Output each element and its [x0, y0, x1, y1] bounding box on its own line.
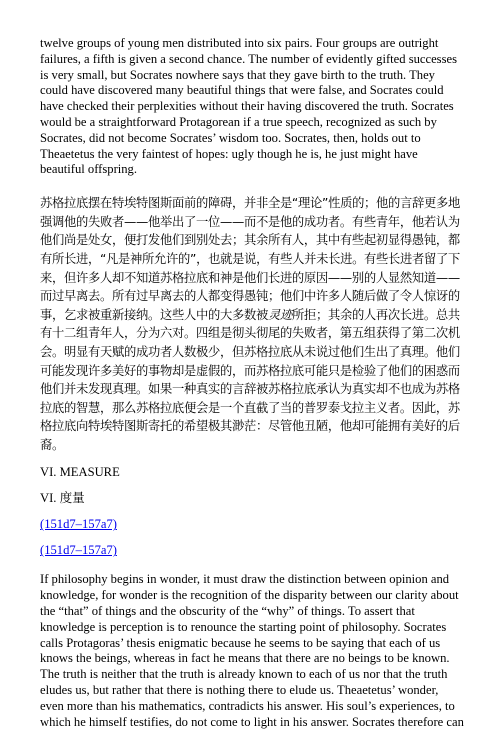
reference-line-1	[40, 516, 464, 532]
chinese-paragraph-text-1: 苏格拉底摆在特埃特图斯面前的障碍，并非全是“理论”性质的；他的言辞更多地强调他的失败者——他举出了一位——而不是他的成功者。有些青年，他若认为他们尚是处女，便打发他们到别处去；其余所有人，其中有些起初显得愚钝，都有所长进，“凡是神所允许的”，也就是说，有些人并未长进。有些长进者留了下来，但许多人却不知道苏格拉底和神是他们长进的原因——别的人显然知道——而过早离去。所有过早离去的人都变得愚钝；他们中许多人随后做了令人惊讶的事，乞求被重新接纳。这些人中的大多数被	[40, 196, 461, 322]
document-page	[40, 36, 464, 730]
section-heading-zh: VI. 度量	[40, 491, 85, 506]
reference-link-2[interactable]: (151d7–157a7)	[40, 543, 117, 558]
section-heading-en: VI. MEASURE	[40, 465, 120, 480]
chinese-paragraph	[40, 194, 464, 454]
english-paragraph-1: twelve groups of young men distributed into six pairs. Four groups are outright failures, a fifth is given a second chance. The number of evidently gifted successes is very small, but Socrates nowhere says that they gave birth to the truth. They could have discovered many beautiful things that were false, and Socrates could have checked their perplexities without their having discovered the truth. Socrates would be a straightforward Protagorean if a true speech, recognized as such by Socrates, did not become Socrates’ wisdom too. Socrates, then, holds out to Theaetetus the very faintest of hopes: ugly though he is, he just might have beautiful offspring.	[40, 36, 457, 177]
reference-link-1[interactable]: (151d7–157a7)	[40, 517, 117, 532]
chinese-italic-term: 灵迹	[267, 307, 292, 322]
english-paragraph-2: If philosophy begins in wonder, it must draw the distinction between opinion and knowledge, for wonder is the recognition of the disparity between our clarity about the “that” of things and the obscurity of the “why” of things. To assert that knowledge is perception is to renounce the starting point of philosophy. Socrates calls Protagoras’ thesis enigmatic because he seems to be saying that each of us knows the beings, whereas in fact he means that there are no beings to be known. The truth is neither that the truth is already known to each of us nor that the truth eludes us, but rather that there is nothing there to elude us. Theaetetus’ wonder, even more than his mathematics, contradicts his answer. His soul’s experiences, to which he himself testifies, do not come to light in his answer. Socrates therefore can	[40, 572, 464, 729]
reference-line-2	[40, 542, 464, 558]
chinese-paragraph-text-2: 所拒；其余的人再次长进。总共有十二组青年人，分为六对。四组是彻头彻尾的失败者，第五组获得了第二次机会。明显有天赋的成功者人数极少，但苏格拉底从未说过他们生出了真理。他们可能发现许多美好的事物却是虚假的，而苏格拉底可能只是检验了他们的困惑而他们并未发现真理。如果一种真实的言辞被苏格拉底承认为真实却不也成为苏格拉底的智慧，那么苏格拉底便会是一个直截了当的普罗泰戈拉主义者。因此，苏格拉底向特埃特图斯寄托的希望极其渺茫：尽管他丑陋，他却可能拥有美好的后裔。	[40, 307, 460, 452]
